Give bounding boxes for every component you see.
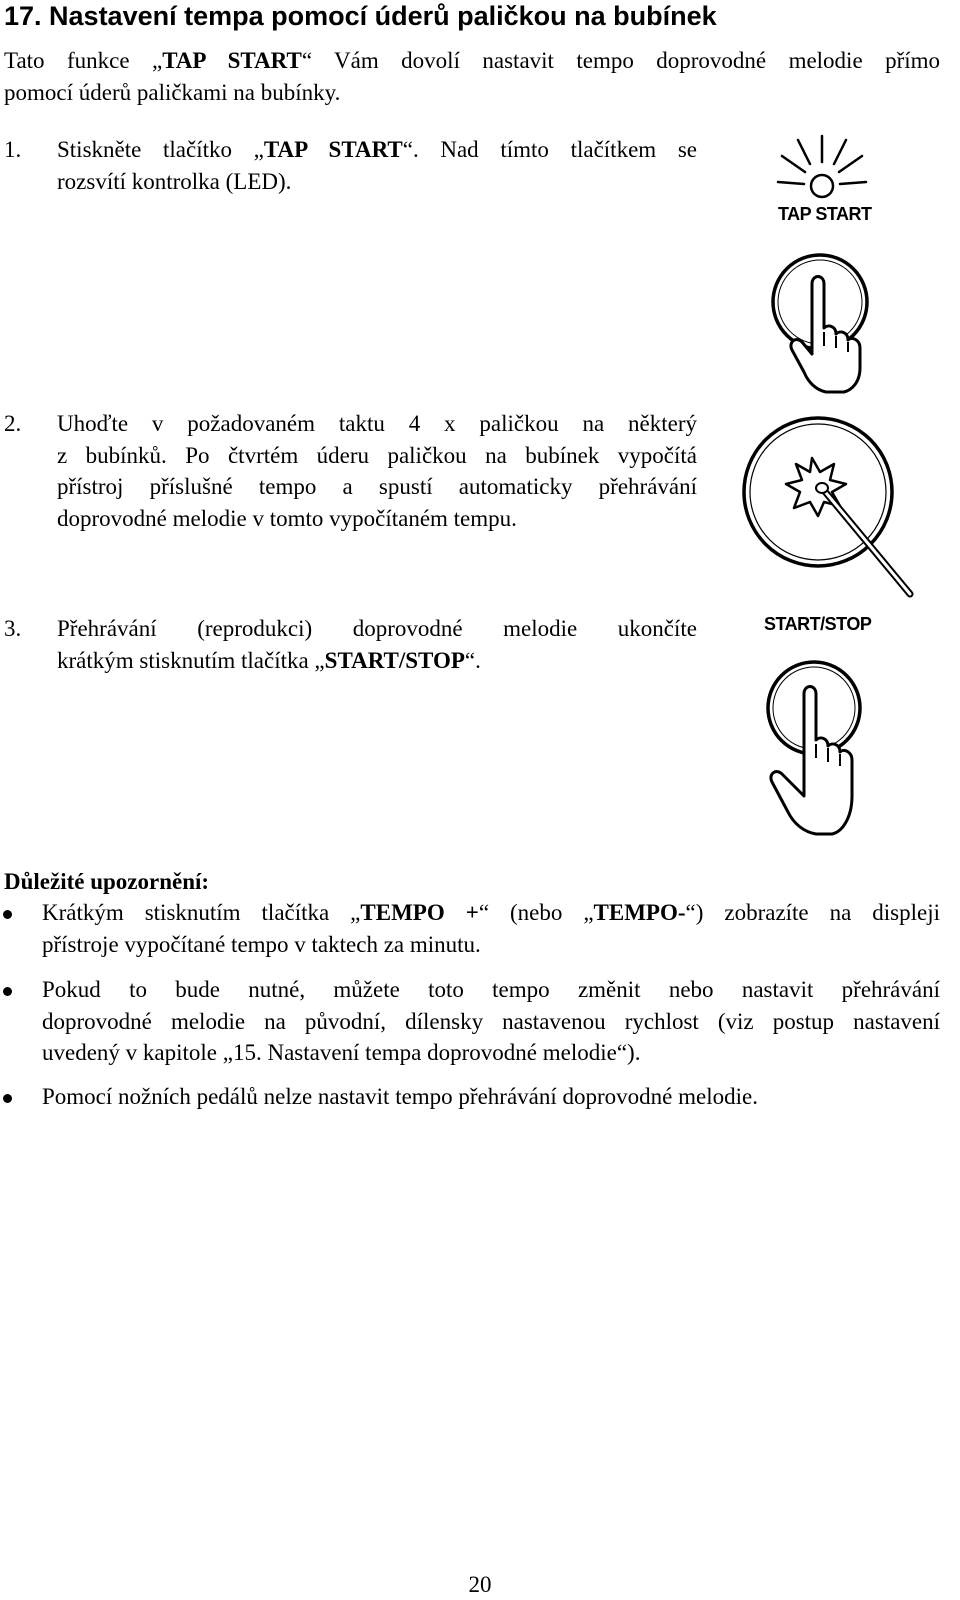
step-3-number: 3. [4,616,22,641]
drum-pad-figure [730,412,950,604]
hand-pressing-icon [760,132,900,400]
step-1-line-2: rozsvítí kontrolka (LED). [57,168,292,194]
page-number: 20 [468,1572,492,1597]
intro-line-2: pomocí úderů paličkami na bubínky. [4,79,341,105]
step-2-line-3: přístroj příslušné tempo a spustí automaticky přehrávání [57,474,697,499]
page-title: 17. Nastavení tempa pomocí úderů paličkou na bubínek [4,1,717,31]
intro-line-1: Tato funkce „TAP START“ Vám dovolí nastavit tempo doprovodné melodie přímo [4,48,941,73]
hand-pressing-icon [760,612,900,862]
bullet-1-line-1: Krátkým stisknutím tlačítka „TEMPO +“ (nebo „TEMPO-“) zobrazíte na displeji [42,900,940,925]
tap-start-label: TAP START [778,204,872,224]
tap-start-figure [760,132,900,400]
step-3-line-1: Přehrávání (reprodukci) doprovodné melodie ukončíte [57,616,697,641]
bullet-2-line-2: doprovodné melodie na původní, dílensky nastavenou rychlost (viz postup nastavení [42,1008,940,1034]
drum-stick-icon [730,412,950,604]
step-1-number: 1. [4,137,22,162]
bullet-3-line-1: Pomocí nožních pedálů nelze nastavit tempo přehrávání doprovodné melodie. [42,1084,758,1109]
bullet-3-marker [3,1094,12,1103]
bullet-2-line-3: uvedený v kapitole „15. Nastavení tempa doprovodné melodie“). [42,1040,641,1065]
notice-heading: Důležité upozornění: [4,869,210,894]
notice-bullet-3 [42,1081,940,1113]
start-stop-figure [760,612,900,862]
bullet-2-marker [3,987,12,996]
step-2-number: 2. [4,411,22,436]
bullet-1-line-2: přístroje vypočítané tempo v taktech za minutu. [42,931,481,957]
bullet-2-line-1: Pokud to bude nutné, můžete toto tempo změnit nebo nastavit přehrávání [42,977,940,1002]
intro-paragraph [4,45,940,108]
step-2-line-2: z bubínků. Po čtvrtém úderu paličkou na bubínek vypočítá [57,442,697,468]
step-3-line-2: krátkým stisknutím tlačítka „START/STOP“. [57,647,481,673]
step-2-line-4: doprovodné melodie v tomto vypočítaném tempu. [57,505,517,531]
step-1-text [57,134,697,197]
step-2-line-1: Uhoďte v požadovaném taktu 4 x paličkou na některý [57,411,697,436]
notice-bullet-1 [42,897,940,960]
notice-bullet-2 [42,974,940,1069]
start-stop-label: START/STOP [764,614,872,634]
step-1-line-1: Stiskněte tlačítko „TAP START“. Nad tímto tlačítkem se [57,137,697,162]
step-2-text [57,408,697,534]
bullet-1-marker [3,910,12,919]
step-3-text [57,613,697,676]
